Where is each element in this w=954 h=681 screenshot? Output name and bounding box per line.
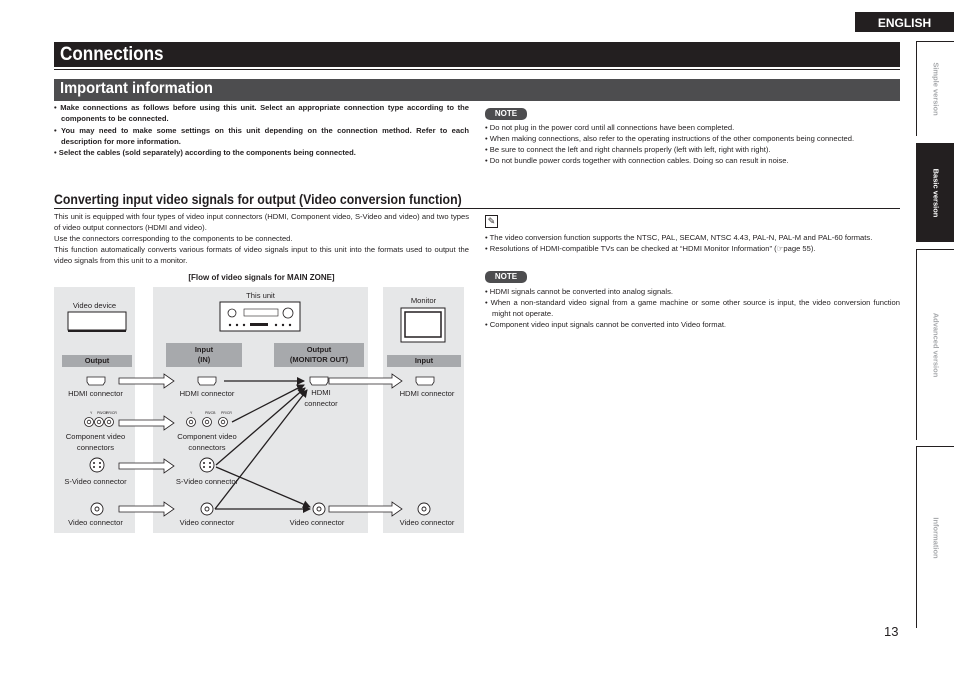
output-monitor-label: Output (MONITOR OUT) bbox=[274, 343, 364, 367]
flow-arrow-icon bbox=[119, 459, 174, 473]
list-item: • Be sure to connect the left and right channels properly (left with left, right with right). bbox=[485, 145, 771, 155]
receiver-icon bbox=[220, 302, 300, 331]
list-item: • The video conversion function supports the NTSC, PAL, SECAM, NTSC 4.43, PAL-N, PAL-M and PAL-60 formats. bbox=[485, 233, 873, 242]
list-item: • Make connections as follows before using this unit. Select an appropriate connection type according to the components to be connected. bbox=[54, 103, 469, 124]
signal-flow-diagram bbox=[54, 287, 469, 533]
title-bar bbox=[54, 42, 900, 67]
video-connector-label: Video connector bbox=[179, 518, 235, 527]
page-number: 13 bbox=[884, 624, 899, 639]
jack-label: Y bbox=[90, 411, 93, 415]
hdmi-port-icon bbox=[198, 377, 216, 385]
important-bullets bbox=[54, 102, 469, 158]
flow-arrow-icon bbox=[119, 502, 174, 516]
this-unit-label: This unit bbox=[246, 291, 275, 300]
side-tab-basic-version[interactable]: Basic version bbox=[916, 143, 954, 242]
hdmi-connector-label: HDMI connector bbox=[68, 389, 123, 398]
video-device-icon bbox=[68, 312, 126, 332]
paragraph: Use the connectors corresponding to the components to be connected. bbox=[54, 234, 293, 243]
paragraph: This unit is equipped with four types of video input connectors (HDMI, Component video, S-Video and video) and two types of video output connectors (HDMI and video). bbox=[54, 212, 469, 232]
jack-label: PB/CB bbox=[205, 411, 216, 415]
input-label: Input bbox=[387, 355, 461, 367]
jack-label: PB/CB bbox=[97, 411, 108, 415]
list-item: • Do not bundle power cords together with connection cables. Doing so can result in noise. bbox=[485, 156, 789, 166]
note-bullets bbox=[485, 122, 900, 166]
hdmi-connector-label: HDMI connector bbox=[179, 389, 235, 398]
section-title: Important information bbox=[60, 80, 213, 97]
section-bar bbox=[54, 79, 900, 101]
svideo-jack-icon bbox=[200, 458, 214, 472]
svideo-connector-label: S-Video connector bbox=[175, 477, 239, 486]
flow-arrow-icon bbox=[119, 374, 174, 388]
monitor-icon bbox=[401, 308, 445, 342]
hdmi-connector-label: HDMI connector bbox=[399, 389, 455, 398]
video-device-label: Video device bbox=[72, 301, 117, 310]
flow-title: [Flow of video signals for MAIN ZONE] bbox=[188, 273, 335, 282]
input-in-label: Input (IN) bbox=[166, 343, 242, 367]
flow-arrow-icon bbox=[329, 502, 402, 516]
note-bullets bbox=[485, 286, 900, 330]
list-item: • When making connections, also refer to the operating instructions of the other components being connected. bbox=[485, 134, 855, 144]
paragraph: This function automatically converts various formats of video signals input to this unit into the formats used to output the video signals from this unit to a monitor. bbox=[54, 245, 469, 265]
tip-bullets bbox=[485, 232, 900, 254]
language-tab: ENGLISH bbox=[855, 12, 954, 32]
hdmi-port-icon bbox=[310, 377, 328, 385]
monitor-label: Monitor bbox=[410, 296, 437, 305]
list-item: • HDMI signals cannot be converted into analog signals. bbox=[485, 287, 673, 296]
svideo-jack-icon bbox=[90, 458, 104, 472]
section2-rule bbox=[54, 208, 900, 209]
title-rule bbox=[54, 69, 900, 70]
hdmi-connector-label: HDMI connector bbox=[304, 388, 338, 408]
list-item: • You may need to make some settings on this unit depending on the connection method. Refer to each description for more information. bbox=[54, 125, 469, 146]
hdmi-port-icon bbox=[87, 377, 105, 385]
hdmi-port-icon bbox=[416, 377, 434, 385]
page-title: Connections bbox=[60, 44, 164, 65]
flow-arrow-icon bbox=[119, 416, 174, 430]
svideo-connector-label: S-Video connector bbox=[64, 477, 127, 486]
component-connectors-label: Component video connectors bbox=[65, 432, 126, 452]
jack-label: PR/CR bbox=[106, 411, 117, 415]
section2-title: Converting input video signals for output (Video conversion function) bbox=[54, 191, 462, 207]
note-badge: NOTE bbox=[485, 271, 527, 283]
flow-arrow-icon bbox=[329, 374, 402, 388]
list-item: • Resolutions of HDMI-compatible TVs can be checked at “HDMI Monitor Information” (☞page 55). bbox=[485, 244, 816, 254]
pencil-icon: ✎ bbox=[485, 215, 498, 228]
side-tab-information[interactable]: Information bbox=[916, 446, 954, 628]
video-connector-label: Video connector bbox=[399, 518, 455, 527]
jack-label: Y bbox=[190, 411, 193, 415]
list-item: • When a non-standard video signal from a game machine or some other source is input, the video conversion function might not operate. bbox=[485, 298, 900, 319]
side-tab-simple-version[interactable]: Simple version bbox=[916, 41, 954, 136]
video-connector-label: Video connector bbox=[289, 518, 345, 527]
side-tab-advanced-version[interactable]: Advanced version bbox=[916, 249, 954, 440]
list-item: • Component video input signals cannot be converted into Video format. bbox=[485, 320, 727, 330]
jack-label: PR/CR bbox=[221, 411, 232, 415]
video-connector-label: Video connector bbox=[68, 518, 123, 527]
list-item: • Select the cables (sold separately) according to the components being connected. bbox=[54, 148, 356, 158]
component-connectors-label: Component video connectors bbox=[177, 432, 237, 452]
note-badge: NOTE bbox=[485, 108, 527, 120]
intro-text bbox=[54, 211, 469, 266]
output-label: Output bbox=[62, 355, 132, 367]
list-item: • Do not plug in the power cord until all connections have been completed. bbox=[485, 123, 735, 132]
